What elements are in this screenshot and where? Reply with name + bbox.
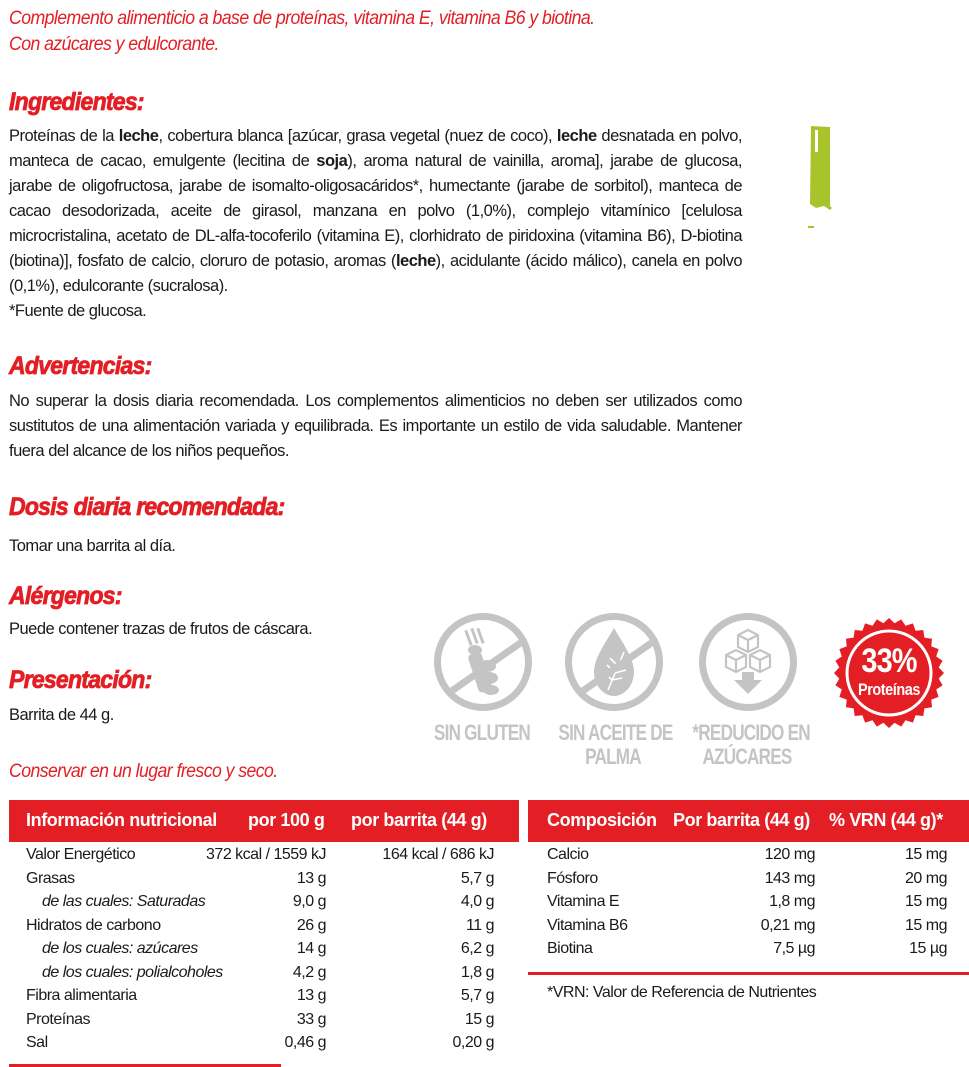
composition-col-name: Composición <box>547 810 657 830</box>
badge-label: SIN GLUTEN <box>433 720 531 745</box>
ingredients-list <box>9 127 742 295</box>
ingredient-text: desnatada en polvo, manteca de cacao, emulgente (lecitina de <box>9 127 742 170</box>
nutrient-name: de las cuales: Saturadas <box>42 893 206 910</box>
badge-palm-oil-free <box>558 613 673 769</box>
composition-row <box>547 940 947 963</box>
allergen-highlight: leche <box>395 252 436 270</box>
dose-text: Tomar una barrita al día. <box>9 537 176 555</box>
vrn-value: 15 µg <box>909 940 947 957</box>
composition-table-header <box>528 800 969 842</box>
nutrient-name: Hidratos de carbono <box>26 916 161 934</box>
per-bar-value: 11 g <box>466 916 494 934</box>
vrn-value: 15 mg <box>905 893 947 910</box>
per-bar-value: 164 kcal / 686 kJ <box>382 846 494 863</box>
nutrition-row <box>26 870 496 893</box>
per-bar-value: 0,21 mg <box>760 916 815 934</box>
warnings-heading: Advertencias: <box>9 352 152 380</box>
nutrient-name: Vitamina E <box>547 893 620 910</box>
nutrient-name: Valor Energético <box>26 846 136 863</box>
presentation-text: Barrita de 44 g. <box>9 706 114 724</box>
dose-heading: Dosis diaria recomendada: <box>9 493 285 521</box>
per-100g-value: 14 g <box>296 940 326 957</box>
nutrition-row <box>26 1011 496 1034</box>
nutrient-name: Calcio <box>547 846 589 863</box>
product-description <box>9 6 716 58</box>
nutrition-row <box>26 846 496 869</box>
nutrition-row <box>26 893 496 916</box>
nutrient-name: Fósforo <box>547 869 598 887</box>
per-bar-value: 15 g <box>464 1010 494 1028</box>
composition-row <box>547 870 947 893</box>
protein-label: Proteínas <box>857 680 921 699</box>
per-bar-value: 4,0 g <box>460 893 494 910</box>
nutrient-name: Sal <box>26 1034 48 1051</box>
protein-seal <box>834 618 944 728</box>
nutrition-col-perbar: por barrita (44 g) <box>351 810 487 830</box>
per-bar-value: 1,8 mg <box>769 893 815 910</box>
intro-line-2: Con azúcares y edulcorante. <box>9 34 219 55</box>
nutrient-name: Vitamina B6 <box>547 916 628 934</box>
nutrient-name: de los cuales: polialcoholes <box>42 963 223 981</box>
per-bar-value: 1,8 g <box>460 963 494 981</box>
badge-reduced-sugar <box>692 613 810 769</box>
storage-note: Conservar en un lugar fresco y seco. <box>9 761 278 782</box>
presentation-heading: Presentación: <box>9 666 152 694</box>
protein-percentage: 33% <box>861 642 917 680</box>
per-bar-value: 120 mg <box>764 846 815 863</box>
ingredient-text: Proteínas de la <box>9 127 119 145</box>
nutrient-name: Biotina <box>547 940 593 957</box>
nutrient-name: Proteínas <box>26 1010 90 1028</box>
per-100g-value: 0,46 g <box>284 1034 326 1051</box>
allergen-highlight: leche <box>556 127 597 145</box>
per-bar-value: 5,7 g <box>460 987 494 1004</box>
nutrient-name: Fibra alimentaria <box>26 987 137 1004</box>
nutrient-name: de los cuales: azúcares <box>42 940 198 957</box>
ingredient-text: , cobertura blanca [azúcar, grasa vegetal (nuez de coco), <box>158 127 557 145</box>
nutrient-name: Grasas <box>26 869 75 887</box>
nutrition-table-header <box>9 800 519 842</box>
nutrition-row <box>26 940 496 963</box>
per-100g-value: 4,2 g <box>292 963 326 981</box>
per-bar-value: 6,2 g <box>460 940 494 957</box>
warnings-text: No superar la dosis diaria recomendada. Los complementos alimenticios no deben ser utilizados como sustitutos de una alimentación variada y equilibrada. Es importante un estilo de vida saludable. Mantener fuera del alcance de los niños pequeños. <box>9 392 742 460</box>
composition-col-perbar: Por barrita (44 g) <box>673 810 810 830</box>
composition-row <box>547 846 947 869</box>
per-bar-value: 143 mg <box>764 869 815 887</box>
allergen-highlight: soja <box>316 152 348 170</box>
badge-label: *REDUCIDO EN AZÚCARES <box>692 720 810 769</box>
allergen-highlight: leche <box>118 127 159 145</box>
nutrition-col-name: Información nutricional <box>26 810 217 830</box>
ingredient-text: ), acidulante (ácido málico), canela en polvo (0,1%), edulcorante (sucralosa). <box>9 252 742 295</box>
ingredients-footnote: *Fuente de glucosa. <box>9 302 147 320</box>
badge-gluten-free <box>432 613 542 763</box>
per-bar-value: 5,7 g <box>460 869 494 887</box>
per-100g-value: 26 g <box>296 916 326 934</box>
nutrition-row <box>26 917 496 940</box>
wheat-crossed-icon <box>434 613 532 711</box>
vrn-value: 15 mg <box>905 916 947 934</box>
per-100g-value: 13 g <box>296 869 326 887</box>
ingredients-heading: Ingredientes: <box>9 88 144 116</box>
vrn-value: 20 mg <box>905 869 947 887</box>
palm-oil-drop-crossed-icon <box>565 613 663 711</box>
badge-label: SIN ACEITE DE PALMA <box>558 720 673 769</box>
per-100g-value: 33 g <box>296 1010 326 1028</box>
composition-row <box>547 893 947 916</box>
ingredient-text: ), aroma natural de vainilla, aroma], jarabe de glucosa, jarabe de oligofructosa, jarabe de isomalto-oligosacáridos*, humectante (jarabe de sorbitol), manteca de cacao desodorizada, aceite de girasol, manzana en polvo (1,0%), complejo vitamínico [celulosa microcristalina, acetato de DL-alfa-tocoferilo (vitamina E), clorhidrato de piridoxina (vitamina B6), D-biotina (biotina)], fosfato de calcio, cloruro de potasio, aromas ( <box>9 152 742 270</box>
nutrition-row <box>26 964 496 987</box>
sugar-cubes-down-icon <box>699 613 797 711</box>
ingredients-text <box>9 124 742 324</box>
vrn-value: 15 mg <box>905 846 947 863</box>
vrn-footnote: *VRN: Valor de Referencia de Nutrientes <box>547 984 817 1001</box>
composition-row <box>547 917 947 940</box>
nutrition-row <box>26 987 496 1010</box>
per-100g-value: 9,0 g <box>292 893 326 910</box>
composition-table-rule <box>528 972 969 975</box>
nutrition-col-per100: por 100 g <box>248 810 325 830</box>
per-100g-value: 372 kcal / 1559 kJ <box>206 846 326 863</box>
composition-col-vrn: % VRN (44 g)* <box>829 810 943 830</box>
allergens-text: Puede contener trazas de frutos de cáscara. <box>9 620 313 638</box>
intro-line-1: Complemento alimenticio a base de proteínas, vitamina E, vitamina B6 y biotina. <box>9 8 595 29</box>
per-bar-value: 7,5 µg <box>773 940 815 957</box>
per-bar-value: 0,20 g <box>452 1034 494 1051</box>
nutrition-row <box>26 1034 496 1057</box>
product-image-fragment <box>808 126 830 206</box>
allergens-heading: Alérgenos: <box>9 582 122 610</box>
per-100g-value: 13 g <box>296 987 326 1004</box>
